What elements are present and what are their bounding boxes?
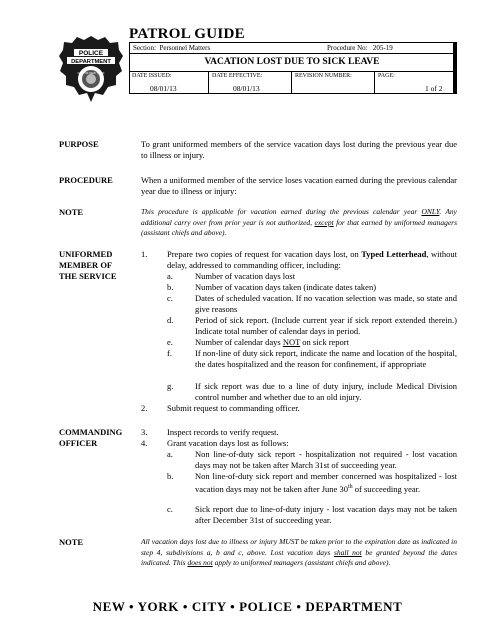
header-right-bar <box>453 42 457 94</box>
note-text-part: This procedure is applicable for vacation earned during the previous calendar year <box>141 207 422 216</box>
svg-text:POLICE: POLICE <box>78 50 104 57</box>
date-effective-value: 08/01/13 <box>233 84 260 93</box>
substep-letter: d. <box>167 315 174 325</box>
substep-text: Period of sick report. (Include current year if sick report extended therein.) Indicate total number of calendar days in period. <box>195 315 457 336</box>
purpose-label: PURPOSE <box>59 139 99 149</box>
guide-title: PATROL GUIDE <box>129 26 245 42</box>
substep-text-part: Number of calendar days <box>195 337 283 347</box>
note-emphasis: ONLY <box>421 207 440 216</box>
header-cell-divider <box>374 71 375 94</box>
substep-letter: b. <box>167 282 174 292</box>
note-text <box>141 537 457 569</box>
substep-text: Non line-of-duty sick report - hospitalization not required - lost vacation days may not be taken after March 31st of succeeding year. <box>195 449 457 470</box>
procedure-label: Procedure No: <box>327 44 368 52</box>
svg-text:DEPARTMENT: DEPARTMENT <box>71 59 111 65</box>
page-label: PAGE: <box>378 73 395 79</box>
substep-letter: b. <box>167 471 174 481</box>
header-cell-divider <box>208 71 209 94</box>
typed-letterhead-emphasis: Typed Letterhead <box>361 249 427 259</box>
substep-letter: e. <box>167 337 173 347</box>
commanding-officer-label <box>59 427 122 449</box>
section-label: Section: <box>133 44 156 52</box>
step-number: 1. <box>141 249 148 259</box>
purpose-text: To grant uniformed members of the service vacation days lost during the previous year due to illness or injury. <box>141 139 457 160</box>
note-text-part: for that earned by uniformed managers (assistant chiefs and above). <box>141 217 457 237</box>
substep-text: If non-line of duty sick report, indicate the name and location of the hospital, the dates hospitalized and the reason for confinement, if appropriate <box>195 348 457 369</box>
substep-text-part: of succeeding year. <box>352 483 421 494</box>
step-4-text: Grant vacation days lost as follows: <box>167 438 289 448</box>
substep-text-part: Non line-of-duty sick report and member concerned was hospitalized - lost vacation days may not be taken after June 30 <box>195 471 457 494</box>
section-value: Personnel Matters <box>159 44 211 52</box>
revision-label: REVISION NUMBER: <box>295 73 352 79</box>
substep-text <box>195 337 457 348</box>
procedure-number-row <box>327 44 393 52</box>
substep-letter: c. <box>167 293 173 303</box>
note-text <box>141 207 457 239</box>
date-effective-label: DATE EFFECTIVE: <box>212 73 263 79</box>
procedure-value: 205-19 <box>372 44 393 52</box>
nypd-shield-logo <box>58 34 124 106</box>
substep-text: Number of vacation days taken (indicate dates taken) <box>195 282 377 292</box>
note-text-part: be granted beyond the dates indicated. This <box>141 547 458 567</box>
label-line: MEMBER OF <box>59 260 113 270</box>
date-issued-value: 08/01/13 <box>150 84 177 93</box>
note-label: NOTE <box>59 207 84 217</box>
section-row <box>133 44 210 52</box>
department-footer: NEW • YORK • CITY • POLICE • DEPARTMENT <box>92 599 403 614</box>
procedure-text: When a uniformed member of the service loses vacation earned during the previous calendar year due to illness or injury: <box>141 175 457 196</box>
label-line: THE SERVICE <box>59 271 117 281</box>
page-value: 1 of 2 <box>425 84 443 93</box>
step-3-text: Inspect records to verify request. <box>167 427 279 437</box>
superscript: th <box>347 484 353 490</box>
procedure-section-label: PROCEDURE <box>59 175 113 185</box>
substep-text: Dates of scheduled vacation. If no vacation selection was made, so state and give reasons <box>195 293 457 314</box>
substep-letter: f. <box>167 348 172 358</box>
note-label: NOTE <box>59 537 84 547</box>
note-text-part: All vacation days lost due to illness or injury MUST be taken prior to the expiration date as indicated in step 4, subdivisions a, b and c, above. Lost vacation days <box>141 537 457 557</box>
substep-text: If sick report was due to a line of duty injury, include Medical Division control number and whether due to an old injury. <box>195 381 457 402</box>
svg-text:CITY OF NEW YORK: CITY OF NEW YORK <box>77 71 105 75</box>
substep-letter: c. <box>167 504 173 514</box>
substep-text: Number of vacation days lost <box>195 271 296 281</box>
step-number: 2. <box>141 403 148 413</box>
header-divider <box>129 71 455 72</box>
substep-letter: a. <box>167 449 173 459</box>
substep-letter: g. <box>167 381 174 391</box>
uniformed-member-label <box>59 249 117 282</box>
substep-letter: a. <box>167 271 173 281</box>
substep-text <box>195 471 457 495</box>
date-issued-label: DATE ISSUED: <box>132 73 172 79</box>
step-text-part: , without delay, addressed to commanding officer, including: <box>167 249 457 270</box>
substep-text-part: on sick report <box>300 337 350 347</box>
header-divider <box>129 53 455 54</box>
label-line: COMMANDING <box>59 427 123 437</box>
step-number: 3. <box>141 427 148 437</box>
note-emphasis: except <box>314 217 334 227</box>
note-emphasis: shall not <box>333 547 362 557</box>
label-line: UNIFORMED <box>59 249 113 259</box>
label-line: OFFICER <box>59 438 98 448</box>
note-text-part: apply to uniformed managers (assistant chiefs and above). <box>212 558 391 567</box>
step-text-part: Prepare two copies of request for vacation days lost, on <box>167 249 362 259</box>
step-number: 4. <box>141 438 148 448</box>
step-1-text <box>167 249 457 271</box>
step-2-text: Submit request to commanding officer. <box>167 403 300 413</box>
substep-text: Sick report due to line-of-duty injury - lost vacation days may not be taken after December 31st of succeeding year. <box>195 504 457 525</box>
header-cell-divider <box>291 71 292 94</box>
note-emphasis: does not <box>187 558 213 567</box>
not-emphasis: NOT <box>282 337 301 347</box>
note-text-part: . Any additional carry over from prior year is not authorized, <box>141 207 457 227</box>
document-title: VACATION LOST DUE TO SICK LEAVE <box>204 57 380 67</box>
